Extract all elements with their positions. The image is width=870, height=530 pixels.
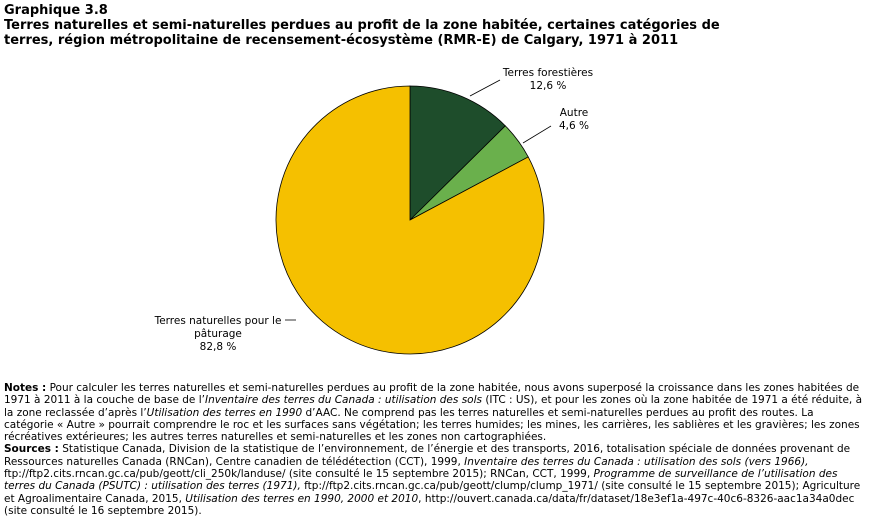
slice-label — [559, 107, 589, 132]
slice-value-label: 12,6 % — [529, 80, 567, 92]
notes-text: (ITC : US), et pour les zones où la zone habitée de 1971 a été réduite, à la zone reclassée d’après l’ — [4, 394, 863, 419]
slice-value-label: 82,8 % — [199, 341, 237, 353]
sources-text: ftp://ftp2.cits.rncan.gc.ca/pub/geott/clump/clump_1971/ (site consulté le 15 septembre 2015); Agriculture et Agroalimentaire Canada, 2015, — [4, 480, 861, 505]
sources-paragraph — [4, 443, 864, 517]
sources-text: Statistique Canada, Division de la statistique de l’environnement, de l’énergie et des transports, 2016, totalisation spéciale de données provenant de Ressources naturelles Canada (RNCan), Centre canadien de télédétection (CCT), 1999, — [4, 443, 851, 468]
notes-label: Notes : — [4, 382, 47, 394]
slice-label — [154, 315, 282, 353]
notes-text: d’AAC. Ne comprend pas les terres naturelles et semi-naturelles perdues au profit des routes. La catégorie « Autre » pourrait comprendre le roc et les surfaces sans végétation; les terres humides; les mines, les carrières, les sablières et les gravières; les zones récréatives extérieures; les autres terres naturelles et semi-naturelles et les zones non cartographiées. — [4, 406, 860, 444]
slice-category-label: Terres naturelles pour le — [154, 315, 282, 327]
slice-label — [502, 67, 593, 92]
notes-section — [4, 382, 864, 517]
sources-italic-text: Programme de surveillance de l’utilisation des terres du Canada (PSUTC) : utilisation des terres (1971), — [4, 468, 838, 493]
sources-italic-text: Utilisation des terres en 1990, 2000 et 2010 — [185, 492, 419, 505]
notes-text: Pour calculer les terres naturelles et semi-naturelles perdues au profit de la zone habitée, nous avons superposé la croissance dans les zones habitées de 1971 à 2011 à la couche de base de l’ — [4, 382, 860, 407]
slice-category-label: Terres forestières — [502, 67, 594, 79]
sources-label: Sources : — [4, 443, 59, 456]
slice-category-label: pâturage — [194, 328, 242, 340]
leader-line — [523, 126, 551, 143]
chart-title-line-1: Terres naturelles et semi-naturelles perdues au profit de la zone habitée, certaines catégories de — [4, 18, 720, 33]
slice-value-label: 4,6 % — [558, 120, 590, 132]
notes-italic-text: Utilisation des terres en 1990 — [146, 406, 303, 419]
sources-text: ftp://ftp2.cits.rncan.gc.ca/pub/geott/cli_250k/landuse/ (site consulté le 15 septembre 2015); RNCan, CCT, 1999, — [4, 468, 594, 481]
notes-italic-text: Inventaire des terres du Canada : utilisation des sols — [204, 394, 482, 407]
chart-title-line-2: terres, région métropolitaine de recensement-écosystème (RMR-E) de Calgary, 1971 à 2011 — [4, 33, 679, 48]
slice-category-label: Autre — [559, 107, 589, 119]
leader-line — [470, 80, 500, 96]
notes-paragraph — [4, 382, 864, 443]
sources-text: , http://ouvert.canada.ca/data/fr/dataset/18e3ef1a-497c-40c6-8326-aac1a34a0dec (site consulté le 16 septembre 2015). — [4, 492, 855, 517]
chart-number: Graphique 3.8 — [4, 3, 108, 18]
sources-italic-text: Inventaire des terres du Canada : utilisation des sols (vers 1966), — [464, 455, 809, 468]
